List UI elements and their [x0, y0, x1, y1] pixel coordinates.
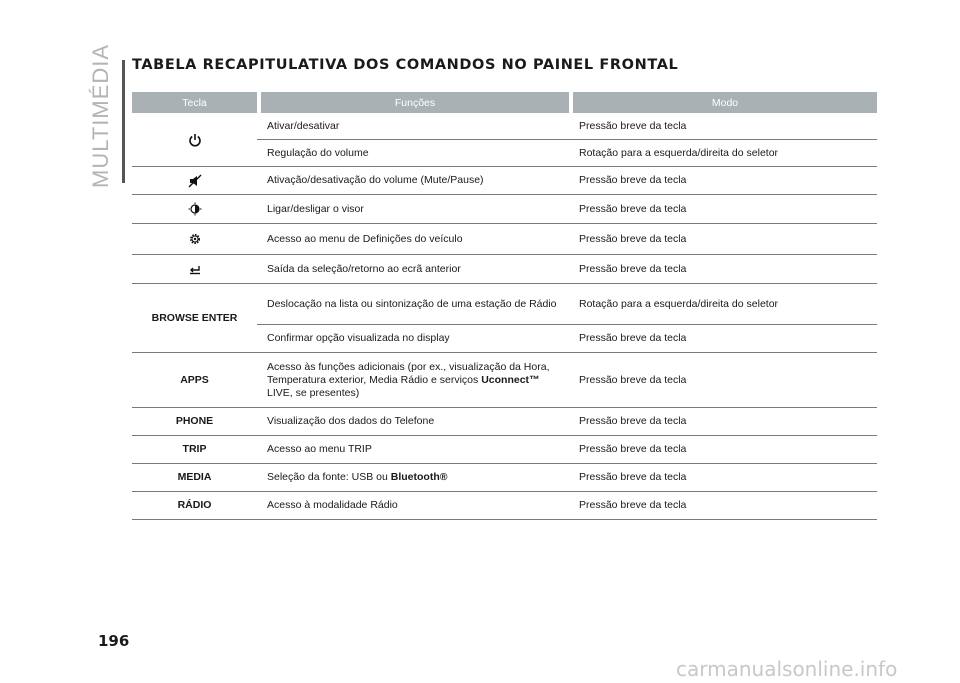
function-cell: Saída da seleção/retorno ao ecrã anterior	[261, 255, 569, 284]
display-brightness-icon	[188, 202, 202, 216]
key-cell: MEDIA	[132, 464, 257, 492]
key-cell	[132, 113, 257, 167]
table-row	[132, 408, 877, 436]
table-row	[132, 284, 877, 325]
table-row	[132, 167, 877, 195]
key-cell	[132, 167, 257, 195]
key-cell: TRIP	[132, 436, 257, 464]
page-title: TABELA RECAPITULATIVA DOS COMANDOS NO PAINEL FRONTAL	[132, 57, 679, 73]
commands-table	[132, 92, 877, 520]
mode-cell: Pressão breve da tecla	[573, 167, 877, 195]
table-row	[132, 113, 877, 140]
key-cell: BROWSE ENTER	[132, 284, 257, 353]
mode-cell: Pressão breve da tecla	[573, 255, 877, 284]
function-cell: Regulação do volume	[261, 140, 569, 167]
mode-cell: Pressão breve da tecla	[573, 224, 877, 255]
key-cell	[132, 224, 257, 255]
function-cell: Visualização dos dados do Telefone	[261, 408, 569, 436]
table-row	[132, 195, 877, 224]
mode-cell: Pressão breve da tecla	[573, 436, 877, 464]
mode-cell: Pressão breve da tecla	[573, 492, 877, 520]
section-side-title: MULTIMÉDIA	[88, 43, 113, 188]
table-header-row	[132, 92, 877, 113]
key-cell: APPS	[132, 353, 257, 408]
header-function: Funções	[261, 92, 569, 113]
key-cell	[132, 255, 257, 284]
table-row	[132, 255, 877, 284]
function-cell: Ativar/desativar	[261, 113, 569, 140]
header-mode: Modo	[573, 92, 877, 113]
power-icon	[188, 133, 202, 147]
table-row	[132, 353, 877, 408]
table-row	[132, 436, 877, 464]
mode-cell: Pressão breve da tecla	[573, 195, 877, 224]
function-cell: Ligar/desligar o visor	[261, 195, 569, 224]
function-cell: Seleção da fonte: USB ou Bluetooth®	[261, 464, 569, 492]
table-row	[132, 224, 877, 255]
mode-cell: Rotação para a esquerda/direita do seletor	[573, 284, 877, 325]
back-return-icon	[188, 262, 202, 276]
mode-cell: Pressão breve da tecla	[573, 464, 877, 492]
key-cell: RÁDIO	[132, 492, 257, 520]
function-cell: Acesso ao menu TRIP	[261, 436, 569, 464]
mode-cell: Rotação para a esquerda/direita do seletor	[573, 140, 877, 167]
section-divider	[122, 60, 125, 183]
mode-cell: Pressão breve da tecla	[573, 408, 877, 436]
page-number: 196	[98, 632, 130, 650]
table-row	[132, 492, 877, 520]
table-row	[132, 464, 877, 492]
function-cell: Acesso às funções adicionais (por ex., visualização da Hora, Temperatura exterior, Media Rádio e serviços Uconnect™ LIVE, se presentes)	[261, 353, 569, 408]
function-cell: Acesso à modalidade Rádio	[261, 492, 569, 520]
key-cell	[132, 195, 257, 224]
settings-gear-icon	[188, 232, 202, 246]
function-cell: Acesso ao menu de Definições do veículo	[261, 224, 569, 255]
function-cell: Confirmar opção visualizada no display	[261, 325, 569, 353]
mode-cell: Pressão breve da tecla	[573, 113, 877, 140]
mode-cell: Pressão breve da tecla	[573, 325, 877, 353]
watermark: carmanualsonline.info	[676, 657, 898, 681]
mode-cell: Pressão breve da tecla	[573, 353, 877, 408]
mute-icon	[188, 174, 202, 188]
function-cell: Deslocação na lista ou sintonização de uma estação de Rádio	[261, 284, 569, 325]
function-cell: Ativação/desativação do volume (Mute/Pause)	[261, 167, 569, 195]
header-key: Tecla	[132, 92, 257, 113]
key-cell: PHONE	[132, 408, 257, 436]
